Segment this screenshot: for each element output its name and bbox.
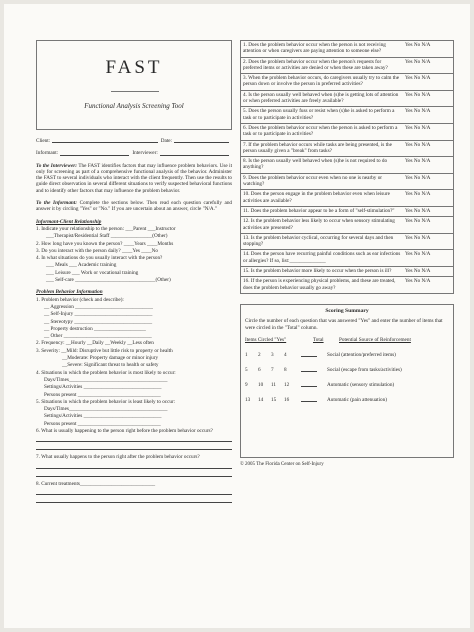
date-field[interactable] [174, 138, 229, 143]
item-number[interactable]: 9 [245, 381, 248, 388]
question-text: 16. If the person is experiencing physical problems, and these are treated, does the problem behavior usually go away? [243, 278, 396, 291]
answer-options[interactable]: Yes No N/A [405, 191, 431, 198]
behavior-item[interactable]: __ Self-Injury ______________________________ [44, 311, 153, 318]
interviewer-label: Interviewer: [132, 150, 158, 157]
item-number[interactable]: 13 [245, 396, 251, 403]
interviewer-field[interactable] [160, 150, 229, 155]
answer-line[interactable] [36, 435, 232, 442]
item-number[interactable]: 4 [284, 351, 287, 358]
reinforcement-source: Social (escape from tasks/activities) [327, 366, 402, 373]
question-row [241, 141, 453, 158]
answer-line[interactable] [36, 488, 232, 495]
question-row [241, 267, 453, 277]
client-date-row [36, 138, 232, 144]
question-text: 5. Does the person usually fuss or resist when (s)he is asked to perform a task or to participate in activities? [243, 108, 395, 121]
answer-options[interactable]: Yes No N/A [405, 91, 431, 98]
answer-options[interactable]: Yes No N/A [405, 174, 431, 181]
answer-options[interactable]: Yes No N/A [405, 207, 431, 214]
document-subtitle: Functional Analysis Screening Tool [84, 102, 184, 110]
relationship-item[interactable]: 2. How long have you known the person? ____Years ____Months [36, 240, 174, 247]
question-text: 7. If the problem behavior occurs while tasks are being presented, is the person usually given a "break" from tasks? [243, 141, 392, 154]
question-text: 13. Is the problem behavior cyclical, occurring for several days and then stopping? [243, 234, 394, 248]
behavior-item[interactable]: Days/Times______________________________________ [44, 376, 168, 383]
answer-line[interactable] [36, 470, 232, 477]
question-row [241, 74, 453, 91]
answer-options[interactable]: Yes No N/A [405, 75, 431, 82]
question-row [241, 124, 453, 141]
behavior-item[interactable]: __ Other __________________________________ [44, 333, 152, 340]
answer-options[interactable]: Yes No N/A [405, 108, 431, 115]
question-text: 6. Does the problem behavior occur when the person is asked to perform a task or to participate in activities? [243, 124, 398, 138]
behavior-item: 5. Situations in which the problem behavior is least likely to occur: [36, 398, 176, 405]
title-divider [111, 91, 159, 92]
answer-line[interactable] [36, 462, 232, 469]
informant-field[interactable] [60, 150, 129, 155]
questions-box [240, 40, 454, 294]
scoring-row [245, 381, 449, 388]
behavior-item: 7. What usually happens to the person right after the problem behavior occurs? [36, 454, 200, 461]
question-row [241, 157, 453, 174]
problem-behavior-heading: Problem Behavior Information [36, 289, 103, 296]
reinforcement-source: Automatic (sensory stimulation) [327, 381, 395, 388]
item-number[interactable]: 11 [271, 381, 276, 388]
relationship-item[interactable]: ___Therapist/Residential Staff ________________(Other) [46, 233, 168, 240]
total-field[interactable] [301, 351, 317, 357]
answer-options[interactable]: Yes No N/A [405, 251, 431, 258]
informant-instructions-text: Complete the sections below. Then read each question carefully and answer it by circling "Yes" or "No." If you are uncertain about an answer, circle "N/A." [36, 200, 233, 213]
behavior-item: 6. What is usually happening to the person right before the problem behavior occurs? [36, 427, 213, 434]
relationship-item[interactable]: ___ Meals ___ Academic training [46, 262, 117, 269]
answer-line[interactable] [36, 496, 232, 503]
item-number[interactable]: 10 [258, 381, 264, 388]
behavior-item[interactable]: 3. Severity: __Mild: Disruptive but little risk to property or health [36, 347, 173, 354]
question-row [241, 207, 453, 217]
reinforcement-source: Automatic (pain attenuation) [327, 396, 387, 403]
behavior-item[interactable]: Persons present ________________________________ [44, 420, 161, 427]
scoring-row [245, 396, 449, 403]
behavior-item[interactable]: __ Stereotypy ______________________________ [44, 318, 153, 325]
title-box [36, 40, 232, 130]
question-text: 9. Does the problem behavior occur even when no one is nearby or watching? [243, 174, 383, 188]
items-column-header: Items Circled "Yes" [245, 336, 287, 343]
answer-options[interactable]: Yes No N/A [405, 268, 431, 275]
behavior-item: 1. Problem behavior (check and describe): [36, 296, 124, 303]
question-text: 8. Is the person usually well behaved when (s)he is not required to do anything? [243, 158, 388, 171]
relationship-item[interactable]: 1. Indicate your relationship to the person: ___Parent ___Instructor [36, 225, 176, 232]
question-row [241, 41, 453, 58]
behavior-item[interactable]: Settings/Activities ______________________________ [44, 384, 162, 391]
question-text: 12. Is the problem behavior less likely to occur when sensory stimulating activities are presented? [243, 218, 395, 231]
question-row [241, 190, 453, 207]
item-number[interactable]: 5 [245, 366, 248, 373]
interviewer-instructions-label: To the Interviewer: [36, 162, 77, 169]
question-text: 3. When the problem behavior occurs, do caregivers usually try to calm the person down or involve the person in preferred activities? [243, 75, 400, 88]
question-text: 2. Does the problem behavior occur when the person's requests for preferred items or activities are denied or when these are taken away? [243, 58, 388, 71]
total-field[interactable] [301, 366, 317, 372]
item-number[interactable]: 6 [258, 366, 261, 373]
behavior-item[interactable]: __ Property destruction ____________________ [44, 325, 146, 332]
question-row [241, 277, 453, 293]
left-column [36, 40, 232, 503]
question-row [241, 217, 453, 234]
total-column-header: Total [313, 336, 324, 343]
item-number[interactable]: 7 [271, 366, 274, 373]
document-title: FAST [105, 57, 163, 78]
question-text: 14. Does the person have recurring painful conditions such as ear infections or allergies? If so, list:______________ [243, 251, 401, 264]
interviewer-instructions [36, 163, 232, 194]
answer-options[interactable]: Yes No N/A [405, 234, 431, 241]
question-row [241, 91, 453, 108]
item-number[interactable]: 3 [271, 351, 274, 358]
question-text: 4. Is the person usually well behaved when (s)he is getting lots of attention or when preferred activities are freely available? [243, 91, 399, 105]
relationship-item[interactable]: ___ Self-care _______________________________(Other) [46, 277, 171, 284]
answer-options[interactable]: Yes No N/A [405, 42, 431, 48]
question-row [241, 174, 453, 191]
scoring-row [245, 366, 449, 373]
question-row [241, 250, 453, 267]
answer-line[interactable] [36, 443, 232, 450]
relationship-item[interactable]: 3. Do you interact with the person daily? ____Yes ____No [36, 247, 158, 254]
scoring-column-headers [245, 337, 449, 343]
behavior-item[interactable]: __ Aggression ______________________________ [44, 303, 153, 310]
question-text: 1. Does the problem behavior occur when the person is not receiving attention or when caregivers are paying attention to someone else? [243, 42, 386, 55]
item-number[interactable]: 8 [284, 366, 287, 373]
relationship-item[interactable]: ___ Leisure ___ Work or vocational training [46, 269, 139, 276]
behavior-item[interactable]: 2. Frequency: __Hourly __Daily __Weekly __Less often [36, 340, 154, 347]
scoring-summary-box [240, 304, 454, 458]
informant-label: Informant: [36, 150, 59, 157]
total-field[interactable] [301, 396, 317, 402]
scoring-instructions: Circle the number of each question that was answered "Yes" and enter the number of items that were circled in the "Total" column. [245, 318, 443, 331]
answer-options[interactable]: Yes No N/A [405, 141, 431, 148]
item-number[interactable]: 12 [284, 381, 290, 388]
question-row [241, 58, 453, 75]
copyright-footer: © 2005 The Florida Center on Self-Injury [240, 461, 324, 467]
question-row [241, 234, 453, 251]
item-number[interactable]: 16 [284, 396, 290, 403]
behavior-item[interactable]: __Moderate: Property damage or minor injury [62, 355, 159, 362]
date-label: Date: [160, 138, 172, 144]
total-field[interactable] [301, 381, 317, 387]
behavior-item: 4. Situations in which the problem behavior is most likely to occur: [36, 369, 176, 376]
informant-instructions-label: To the Informant: [36, 200, 77, 207]
source-column-header: Potential Source of Reinforcement [339, 336, 411, 343]
item-number[interactable]: 14 [258, 396, 264, 403]
question-row [241, 107, 453, 124]
document-page [4, 4, 470, 628]
behavior-item[interactable]: 8. Current treatments_____________________________ [36, 480, 156, 487]
behavior-item[interactable]: Days/Times______________________________________ [44, 406, 168, 413]
behavior-item[interactable]: __Severe: Significant threat to health or safety [62, 362, 159, 369]
informant-relationship-heading: Informant-Client Relationship [36, 218, 102, 225]
reinforcement-source: Social (attention/preferred items) [327, 351, 396, 358]
item-number[interactable]: 1 [245, 351, 248, 358]
right-column [240, 40, 454, 468]
answer-options[interactable]: Yes No N/A [405, 124, 431, 131]
answer-options[interactable]: Yes No N/A [405, 58, 431, 65]
question-text: 15. Is the problem behavior more likely to occur when the person is ill? [243, 268, 392, 275]
item-number[interactable]: 2 [258, 351, 261, 358]
behavior-item[interactable]: Settings/Activities ______________________________ [44, 413, 162, 420]
interviewer-instructions-text: The FAST identifies factors that may influence problem behaviors. Use it only for screening as part of a comprehensive functional analysis of the behavior. Administer the FAST to several individuals who interact with the client frequently. Then use the results to guide direct observation in several different situations to verify suspected behavioral functions and to identify other factors that may influence the problem behavior. [36, 162, 233, 194]
relationship-item: 4. In what situations do you usually interact with the person? [36, 255, 163, 262]
scoring-title: Scoring Summary [325, 307, 369, 314]
question-text: 11. Does the problem behavior appear to be a form of "self-stimulation?" [243, 207, 395, 214]
client-field[interactable] [52, 138, 158, 143]
answer-options[interactable]: Yes No N/A [405, 158, 431, 165]
answer-options[interactable]: Yes No N/A [405, 218, 431, 225]
answer-options[interactable]: Yes No N/A [405, 278, 431, 285]
client-label: Client: [36, 138, 51, 144]
informant-instructions [36, 200, 232, 213]
informant-row [36, 150, 232, 156]
scoring-row [245, 351, 449, 358]
behavior-item[interactable]: Persons present ________________________________ [44, 391, 161, 398]
question-text: 10. Does the person engage in the problem behavior even when leisure activities are available? [243, 191, 390, 204]
item-number[interactable]: 15 [271, 396, 277, 403]
